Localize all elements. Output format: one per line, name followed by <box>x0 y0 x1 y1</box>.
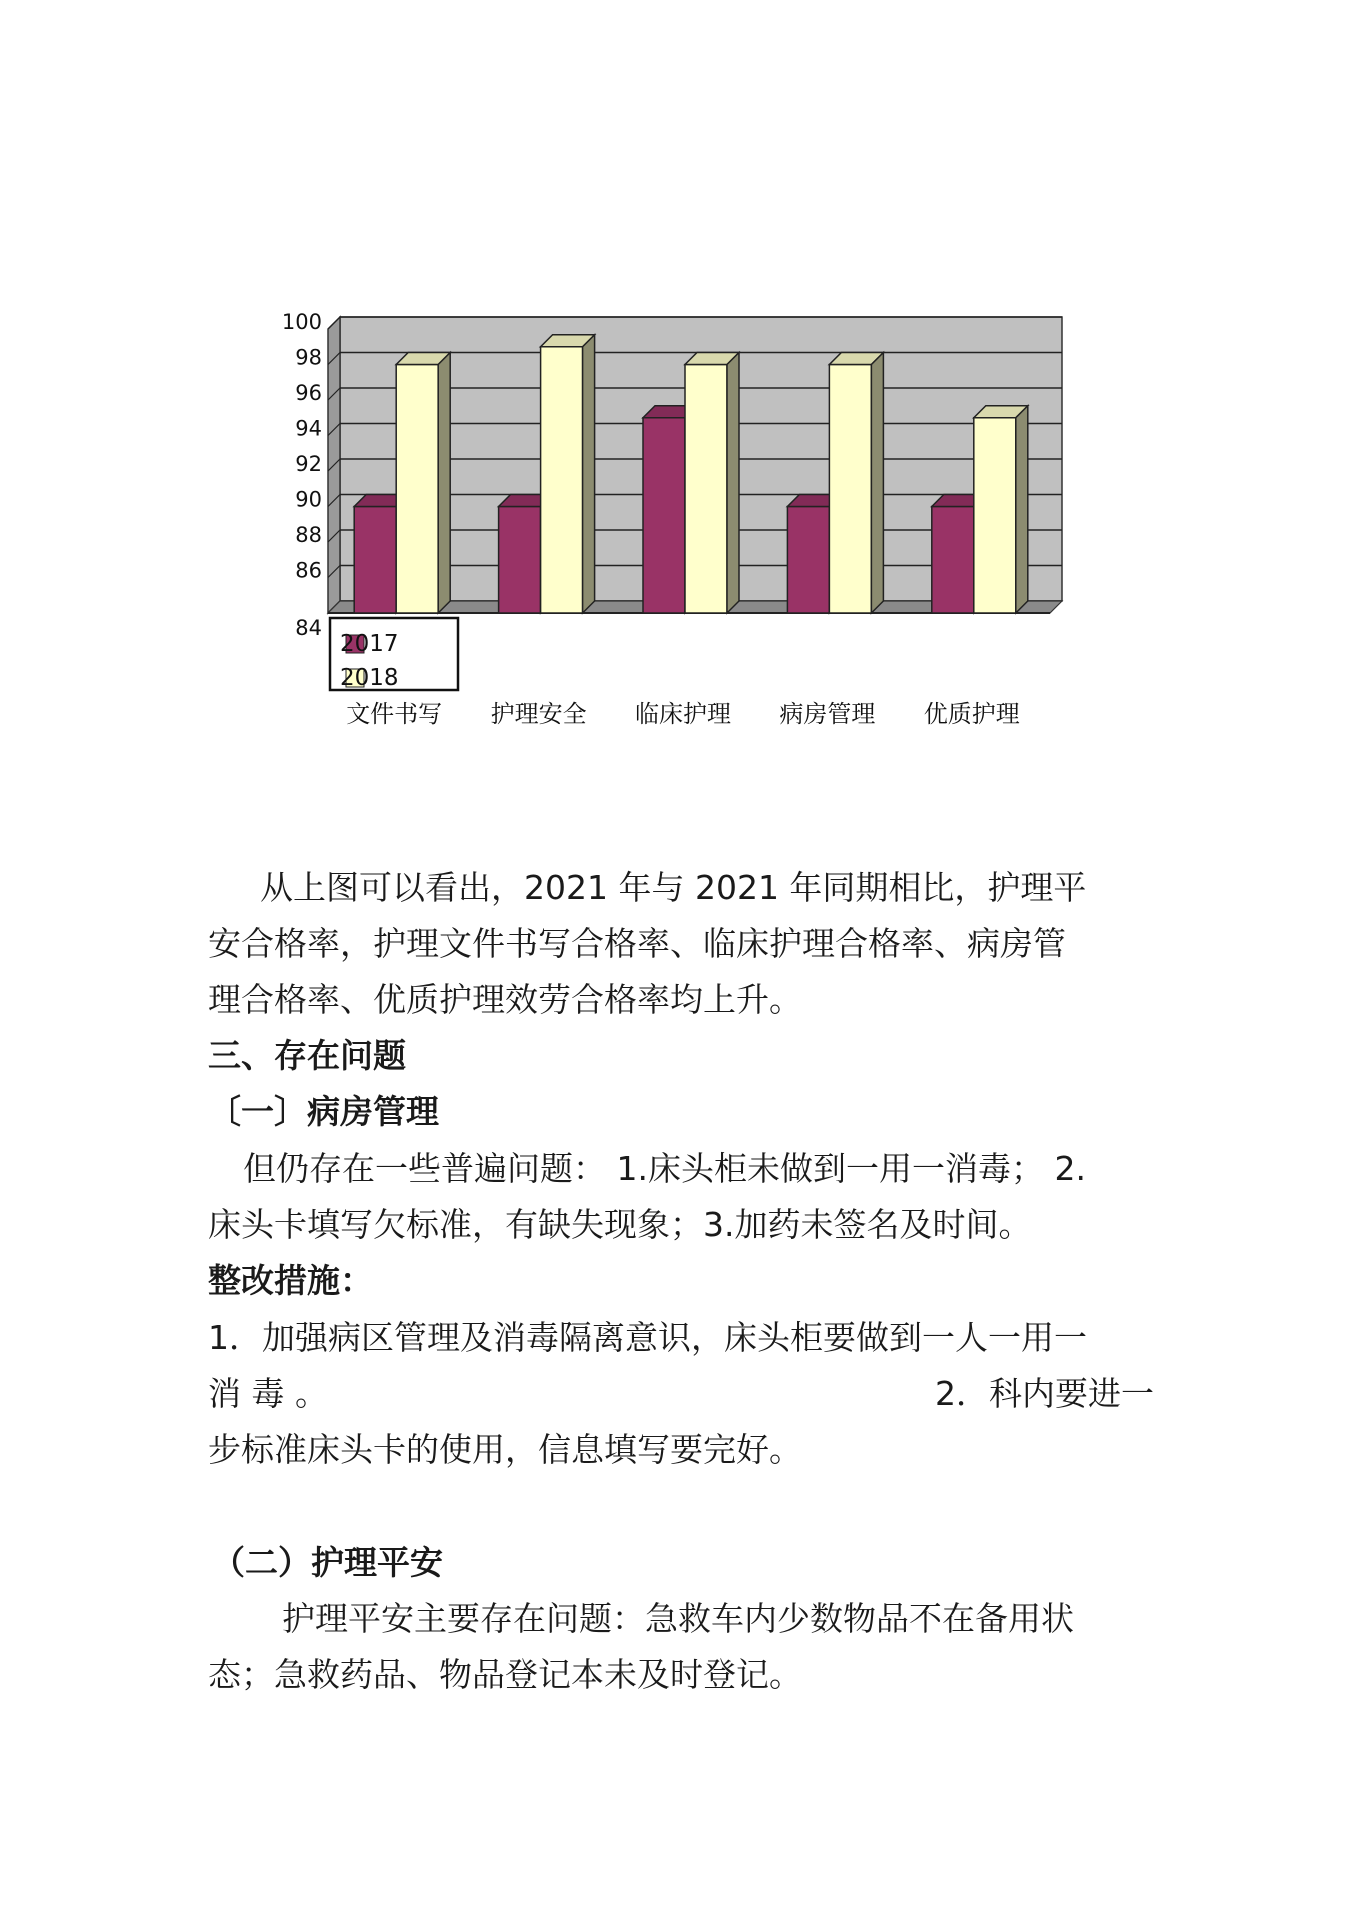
y-tick-label: 100 <box>281 310 322 334</box>
y-tick-label: 92 <box>295 452 322 476</box>
legend-label: 2017 <box>340 631 399 657</box>
paragraph-line: 态；急救药品、物品登记本未及时登记。 <box>208 1655 802 1694</box>
bar-side-2018-4 <box>871 353 883 614</box>
subsection-heading: 〔一〕病房管理 <box>208 1092 439 1131</box>
bar-2018-4 <box>829 365 871 614</box>
y-tick-label: 94 <box>295 416 322 441</box>
bar-2017-1 <box>354 507 396 614</box>
bar-2018-5 <box>974 418 1016 613</box>
y-tick-label: 86 <box>295 558 322 583</box>
x-tick-label: 病房管理 <box>779 700 876 728</box>
y-tick-label: 98 <box>295 345 322 370</box>
bar-2018-3 <box>685 365 727 614</box>
bar-2018-1 <box>396 365 438 614</box>
y-axis <box>282 310 322 640</box>
x-tick-label: 临床护理 <box>635 700 731 728</box>
paragraph-line: 步标准床头卡的使用，信息填写要完好。 <box>208 1430 802 1469</box>
y-tick-label: 90 <box>295 487 322 512</box>
bar-chart <box>270 295 1080 755</box>
paragraph-line: 护理平安主要存在问题：急救车内少数物品不在备用状 <box>282 1599 1074 1638</box>
chart-legend <box>330 618 458 691</box>
x-tick-label: 文件书写 <box>346 700 443 728</box>
x-tick-label: 优质护理 <box>923 700 1020 728</box>
bar-side-2018-1 <box>438 353 450 614</box>
bar-2017-4 <box>787 507 829 614</box>
x-tick-label: 护理安全 <box>490 700 587 728</box>
y-tick-label: 84 <box>295 616 322 640</box>
y-tick-label: 96 <box>295 381 322 405</box>
bar-2018-2 <box>541 347 583 613</box>
legend-label: 2018 <box>340 665 399 691</box>
measures-heading: 整改措施： <box>208 1261 373 1300</box>
bar-side-2018-5 <box>1016 406 1028 613</box>
paragraph-line: 理合格率、优质护理效劳合格率均上升。 <box>208 980 802 1019</box>
x-axis-labels <box>346 700 1020 728</box>
y-tick-label: 88 <box>295 523 322 547</box>
bar-2017-2 <box>499 507 541 614</box>
bar-2017-5 <box>932 507 974 614</box>
bar-side-2018-3 <box>727 353 739 614</box>
bar-2017-3 <box>643 418 685 613</box>
paragraph-line: 2．科内要进一 <box>935 1374 1154 1413</box>
paragraph-line: 但仍存在一些普遍问题： 1.床头柜未做到一用一消毒； 2. <box>243 1149 1086 1188</box>
bar-side-2018-2 <box>583 335 595 613</box>
paragraph-line: 安合格率，护理文件书写合格率、临床护理合格率、病房管 <box>208 924 1066 963</box>
section-heading: 三、存在问题 <box>208 1036 406 1075</box>
paragraph-line: 从上图可以看出，2021 年与 2021 年同期相比，护理平 <box>260 868 1087 907</box>
paragraph-line: 1．加强病区管理及消毒隔离意识，床头柜要做到一人一用一 <box>208 1318 1087 1357</box>
subsection-heading: （二）护理平安 <box>212 1543 443 1582</box>
paragraph-line: 消 毒 。 <box>208 1374 328 1413</box>
paragraph-line: 床头卡填写欠标准，有缺失现象；3.加药未签名及时间。 <box>208 1205 1032 1244</box>
